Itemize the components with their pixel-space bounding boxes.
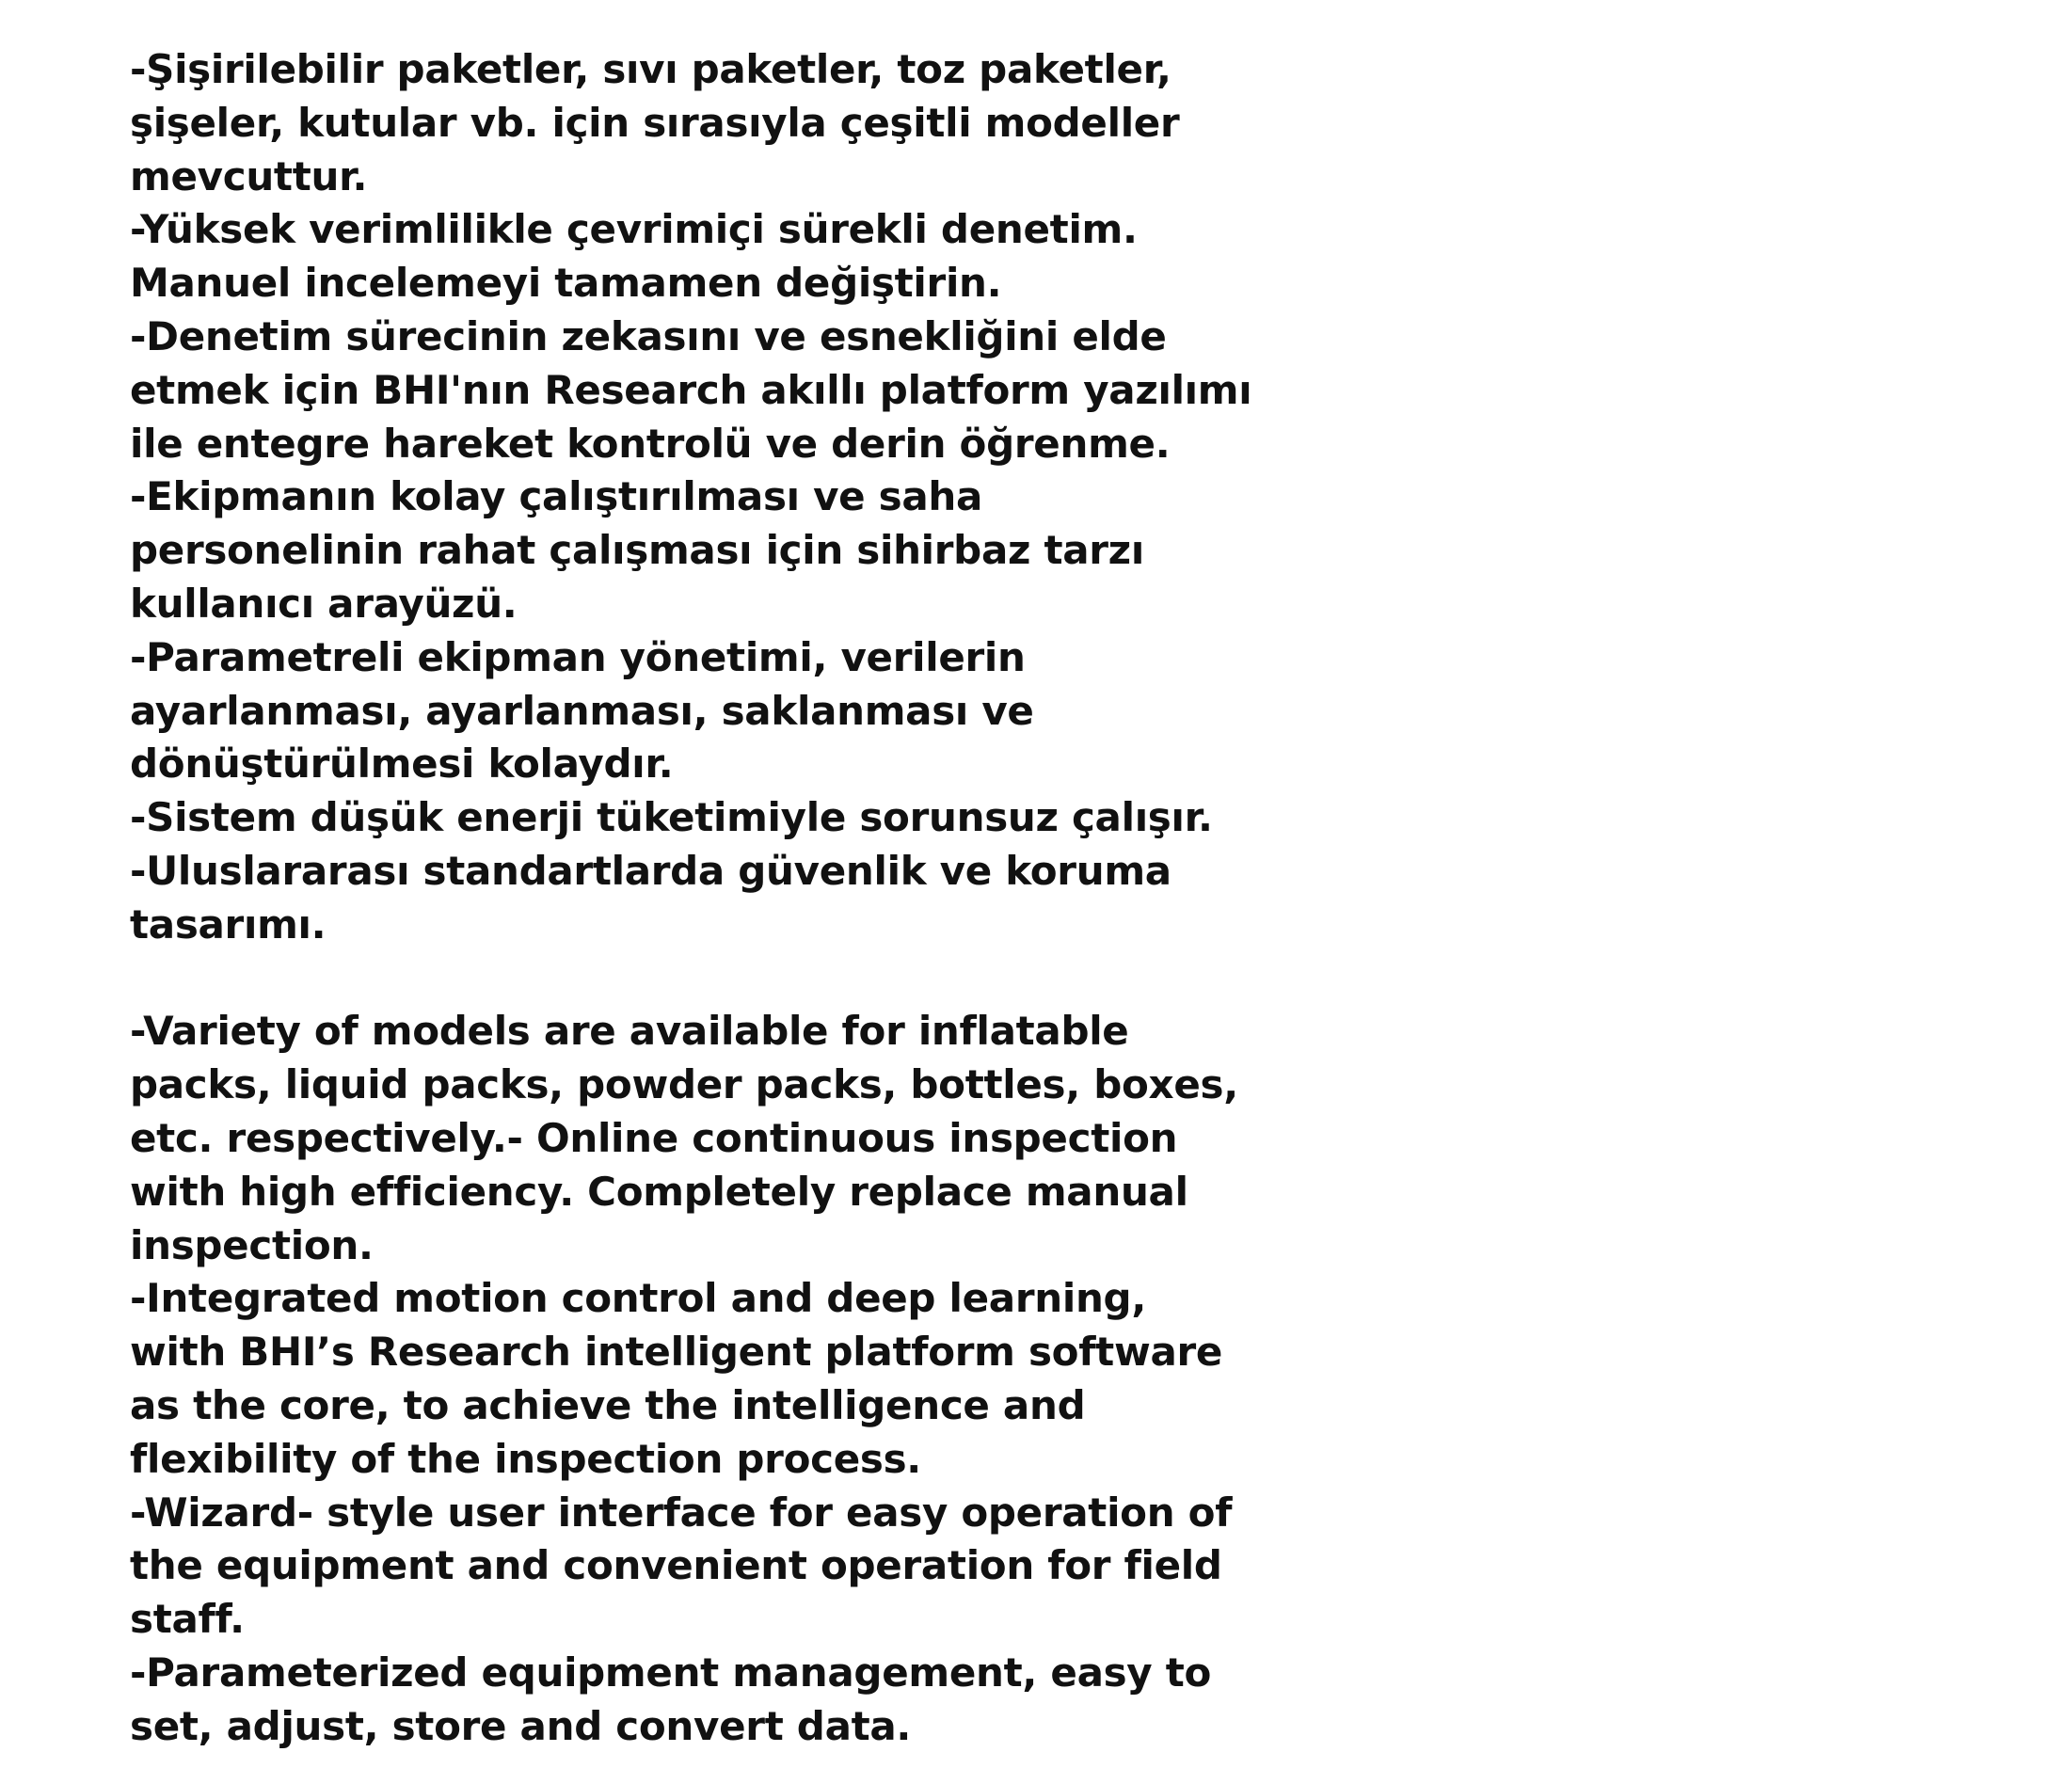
text-line: Manuel incelemeyi tamamen değiştirin. xyxy=(130,260,1002,307)
text-line: -Denetim sürecinin zekasını ve esnekliğini elde xyxy=(130,312,1167,359)
text-line: -Parameterized equipment management, easy to xyxy=(130,1649,1212,1696)
text-line: -Ekipmanın kolay çalıştırılması ve saha xyxy=(130,473,983,520)
text-line: ile entegre hareket kontrolü ve derin öğrenme. xyxy=(130,420,1171,467)
text-line: with high efficiency. Completely replace manual xyxy=(130,1168,1188,1215)
text-line: -Şişirilebilir paketler, sıvı paketler, toz paketler, xyxy=(130,46,1171,92)
document-body xyxy=(130,43,1353,1754)
english-features xyxy=(130,1005,1353,1753)
text-line: -Yüksek verimlilikle çevrimiçi sürekli denetim. xyxy=(130,206,1138,253)
text-line: flexibility of the inspection process. xyxy=(130,1435,921,1482)
text-line: packs, liquid packs, powder packs, bottles, boxes, xyxy=(130,1061,1238,1108)
text-line: -Uluslararası standartlarda güvenlik ve koruma xyxy=(130,847,1171,894)
text-line: -Variety of models are available for inflatable xyxy=(130,1008,1129,1055)
text-line: etmek için BHI'nın Research akıllı platform yazılımı xyxy=(130,366,1252,413)
text-line: set, adjust, store and convert data. xyxy=(130,1702,912,1749)
text-line: -Wizard- style user interface for easy operation of xyxy=(130,1489,1233,1536)
text-line: as the core, to achieve the intelligence and xyxy=(130,1381,1086,1428)
text-line: dönüştürülmesi kolaydır. xyxy=(130,741,674,788)
text-line: staff. xyxy=(130,1596,245,1643)
text-line: şişeler, kutular vb. için sırasıyla çeşitli modeller xyxy=(130,99,1180,146)
text-line: -Sistem düşük enerji tüketimiyle sorunsuz çalışır. xyxy=(130,794,1213,841)
text-line: the equipment and convenient operation for field xyxy=(130,1542,1222,1589)
text-line: with BHI’s Research intelligent platform software xyxy=(130,1329,1223,1376)
text-line: kullanıcı arayüzü. xyxy=(130,580,518,627)
text-line: tasarımı. xyxy=(130,900,327,948)
text-line: mevcuttur. xyxy=(130,152,368,199)
turkish-features xyxy=(130,43,1353,952)
text-line: inspection. xyxy=(130,1221,374,1268)
text-line: -Integrated motion control and deep learning, xyxy=(130,1275,1146,1322)
text-line: -Parametreli ekipman yönetimi, verilerin xyxy=(130,633,1026,680)
text-line: ayarlanması, ayarlanması, saklanması ve xyxy=(130,687,1034,734)
section-gap xyxy=(130,952,1353,1006)
text-line: etc. respectively.- Online continuous inspection xyxy=(130,1114,1178,1161)
text-line: personelinin rahat çalışması için sihirbaz tarzı xyxy=(130,527,1144,574)
